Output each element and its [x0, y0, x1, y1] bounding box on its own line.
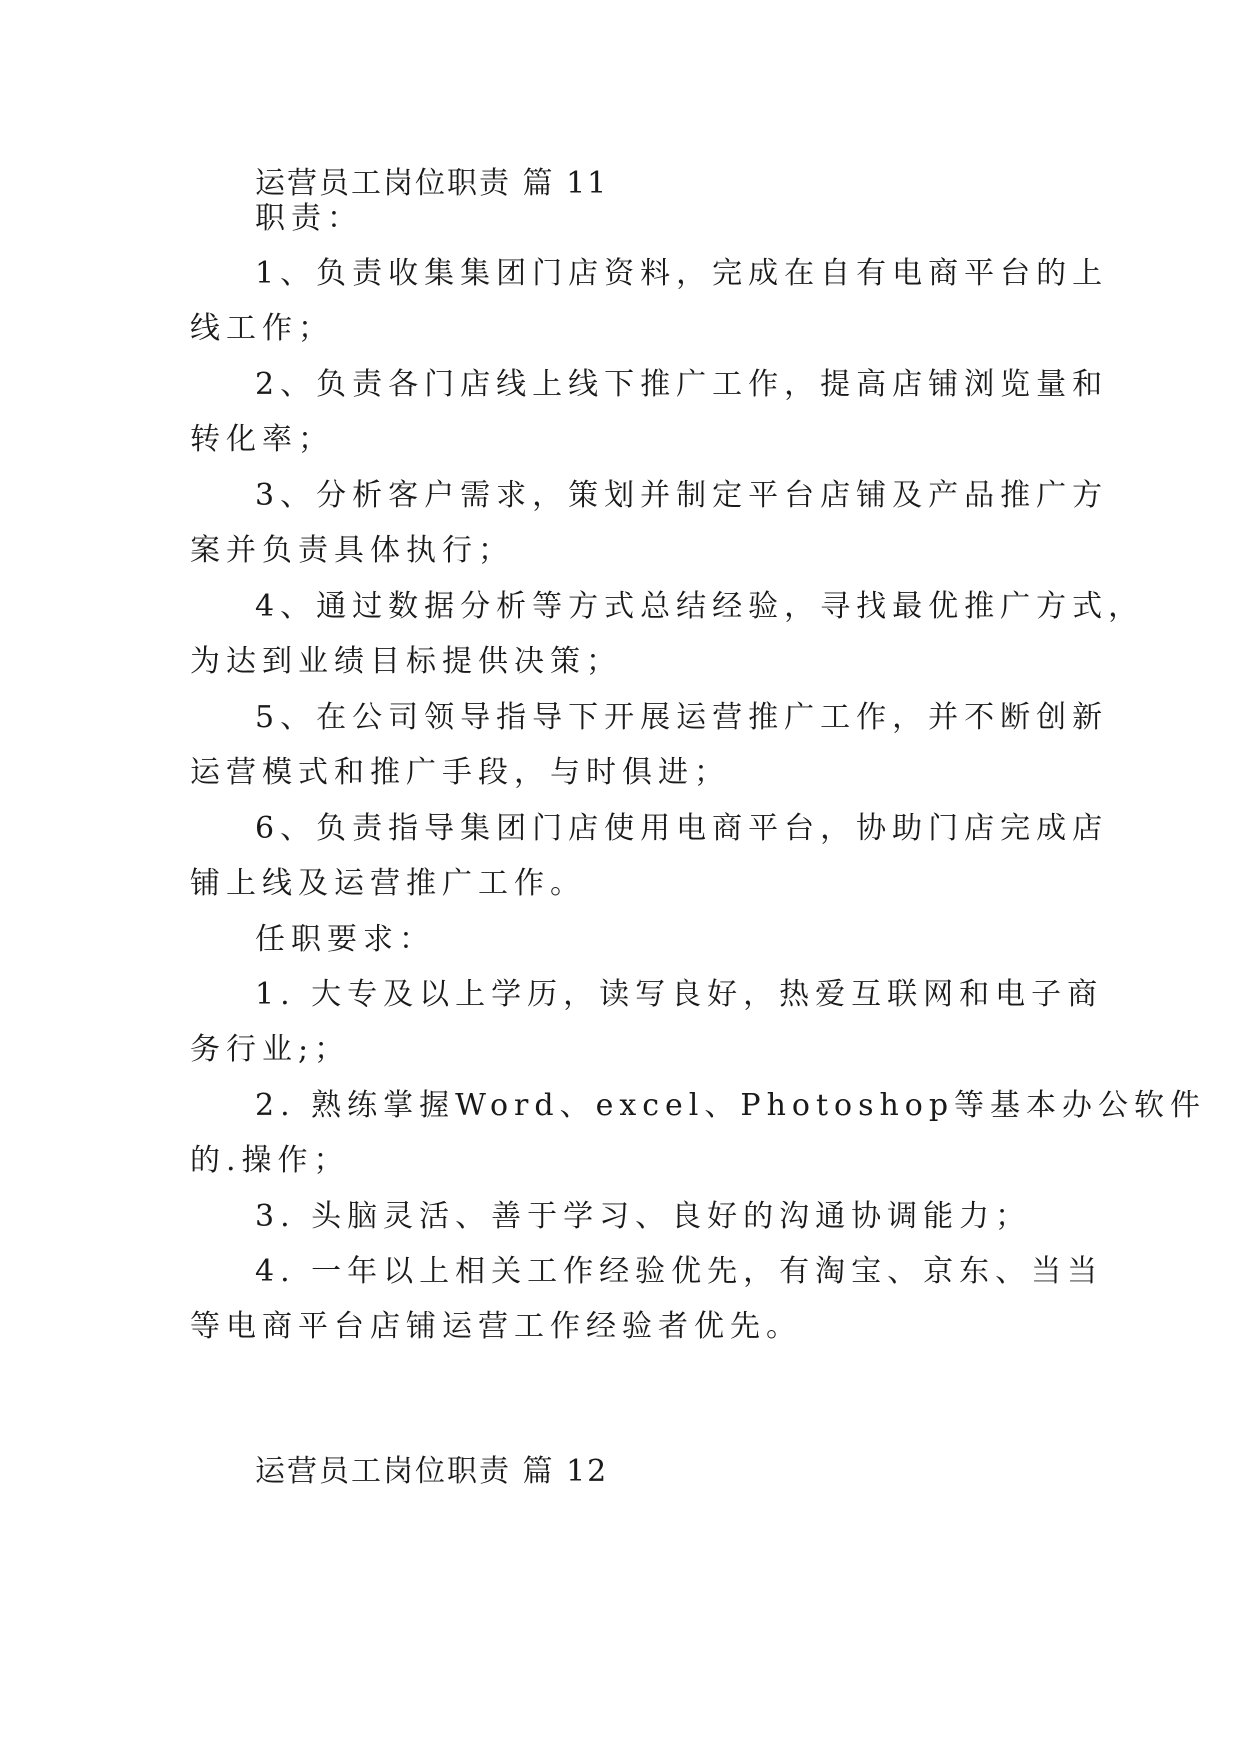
section-title: 运营员工岗位职责 篇 12 [255, 1454, 609, 1489]
duty-item-3-cont: 案并负责具体执行； [190, 533, 514, 568]
requirement-item-1: 1. 大专及以上学历，读写良好，热爱互联网和电子商 [255, 977, 1104, 1012]
duty-item-5-cont: 运营模式和推广手段，与时俱进； [190, 755, 730, 790]
duty-item-3: 3、分析客户需求，策划并制定平台店铺及产品推广方 [255, 478, 1109, 513]
duty-item-1: 1、负责收集集团门店资料，完成在自有电商平台的上 [255, 256, 1109, 291]
duty-item-6-cont: 铺上线及运营推广工作。 [190, 866, 586, 901]
duty-item-5: 5、在公司领导指导下开展运营推广工作，并不断创新 [255, 700, 1109, 735]
requirement-item-4-cont: 等电商平台店铺运营工作经验者优先。 [190, 1309, 802, 1344]
duty-item-4: 4、通过数据分析等方式总结经验，寻找最优推广方式， [255, 589, 1145, 624]
requirement-item-1-cont: 务行业;； [190, 1032, 351, 1067]
requirement-item-3: 3. 头脑灵活、善于学习、良好的沟通协调能力； [255, 1199, 1032, 1234]
duty-item-1-cont: 线工作； [190, 311, 334, 346]
section-title: 运营员工岗位职责 篇 11 [255, 166, 609, 201]
requirements-label: 任职要求： [255, 922, 435, 957]
duties-label: 职责： [255, 201, 363, 236]
requirement-item-4: 4. 一年以上相关工作经验优先，有淘宝、京东、当当 [255, 1254, 1104, 1289]
duty-item-4-cont: 为达到业绩目标提供决策； [190, 644, 622, 679]
duty-item-2: 2、负责各门店线上线下推广工作，提高店铺浏览量和 [255, 367, 1109, 402]
requirement-item-2-cont: 的.操作； [190, 1143, 350, 1178]
duty-item-6: 6、负责指导集团门店使用电商平台，协助门店完成店 [255, 811, 1109, 846]
requirement-item-2: 2. 熟练掌握Word、excel、Photoshop等基本办公软件 [255, 1088, 1207, 1123]
duty-item-2-cont: 转化率； [190, 422, 334, 457]
